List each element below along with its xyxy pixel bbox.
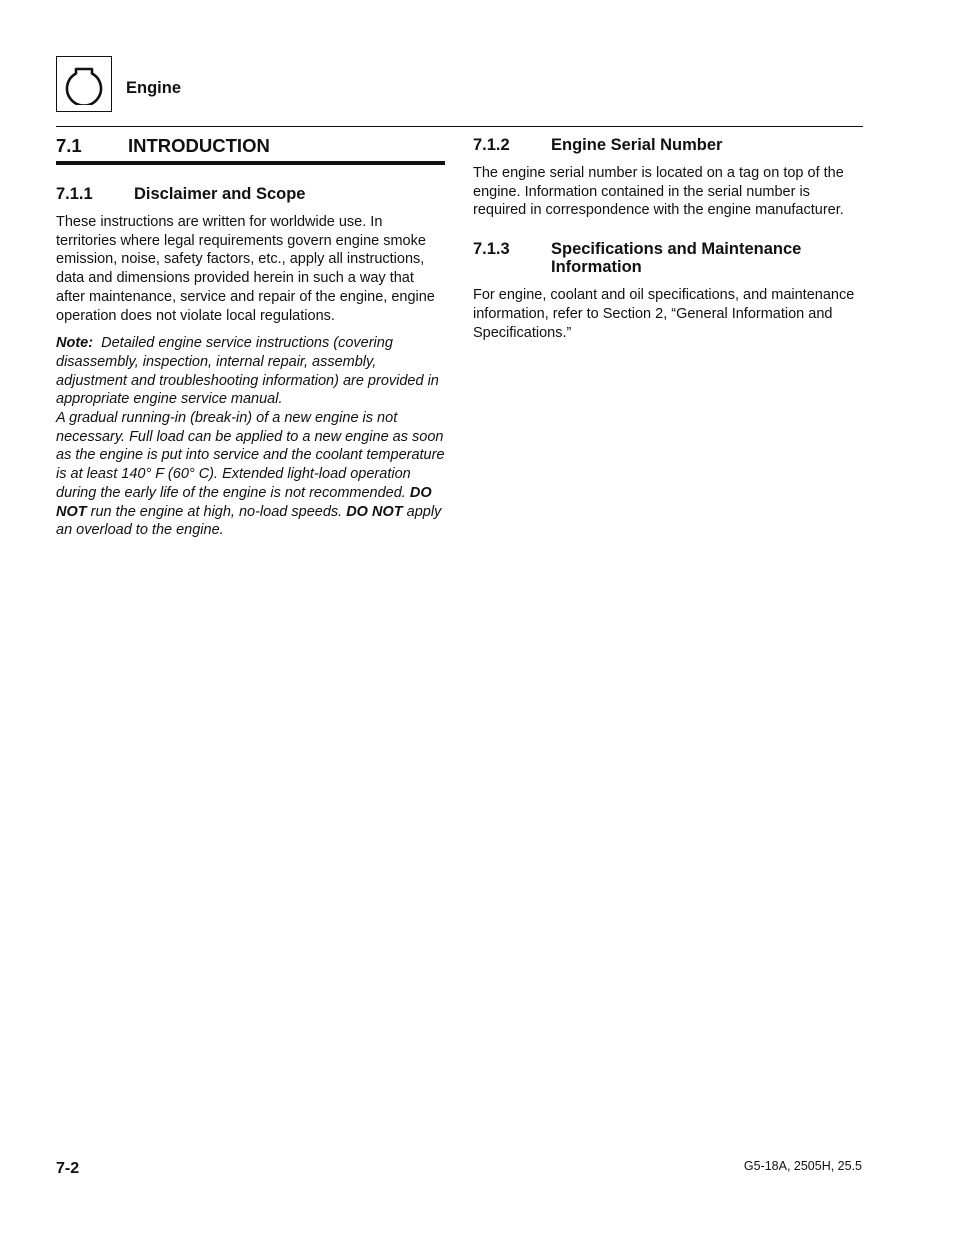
note-text-overload: apply an overload to the engine. [56, 503, 442, 539]
subsection-number: 7.1.3 [473, 240, 510, 259]
subsection-heading-serial [473, 136, 865, 154]
subsection-number: 7.1.2 [473, 136, 510, 154]
note-text-service: Detailed engine service instructions (covering disassembly, inspection, internal repair, assembly, adjustment and troubleshooting information) are provided in appropriate engine service manual. [56, 335, 439, 408]
note-emphasis-1: DO NOT [56, 484, 432, 520]
note-paragraph [56, 334, 446, 540]
header-rule [56, 126, 863, 127]
section-heading [56, 133, 445, 165]
note-emphasis-2: DO NOT [346, 503, 403, 520]
note-text-no-load: run the engine at high, no-load speeds. [90, 503, 343, 520]
document-id: G5-18A, 2505H, 25.5 [743, 1159, 862, 1173]
serial-paragraph: The engine serial number is located on a tag on top of the engine. Information contained in the serial number is required in correspondence with the engine manufacturer. [473, 165, 844, 219]
engine-icon [56, 56, 112, 112]
running-header-title: Engine [126, 79, 182, 97]
subsection-heading-disclaimer [56, 185, 446, 203]
disclaimer-paragraph: These instructions are written for worldwide use. In territories where legal requirements govern engine smoke emission, noise, safety factors, etc., apply all instructions, data and dimensions provided herein in such a way that after maintenance, service and repair of the engine, engine operation does not violate local regulations. [56, 214, 435, 324]
subsection-number: 7.1.1 [56, 185, 93, 203]
note-label: Note: [56, 335, 94, 352]
subsection-title: Specifications and Maintenance Information [551, 240, 802, 277]
subsection-heading-specs [473, 240, 865, 276]
left-column [56, 133, 446, 540]
note-text-break-in: A gradual running-in (break-in) of a new engine is not necessary. Full load can be applied to a new engine as soon as the engine is put into service and the coolant temperature is at least 140° F (60° C). Extended light-load operation during the early life of the engine is not recommended. [56, 410, 445, 501]
section-number: 7.1 [56, 135, 82, 156]
page-number: 7-2 [56, 1160, 80, 1177]
subsection-title: Engine Serial Number [551, 136, 723, 154]
section-title: INTRODUCTION [128, 135, 270, 156]
specs-paragraph: For engine, coolant and oil specifications, and maintenance information, refer to Section 2, “General Information and Specifications.” [473, 287, 855, 341]
subsection-title: Disclaimer and Scope [134, 185, 306, 203]
right-column [473, 133, 865, 342]
